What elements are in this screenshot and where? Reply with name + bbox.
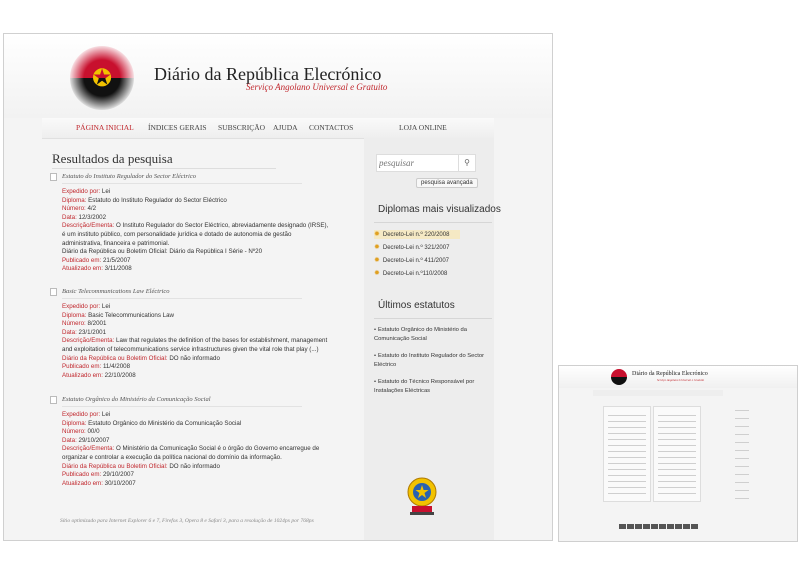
star-emblem-icon: ✪ <box>91 64 113 92</box>
preview-page-controls <box>619 516 699 522</box>
publicado-value: 29/10/2007 <box>102 471 134 479</box>
search-input[interactable] <box>379 156 457 170</box>
atualizado-value: 3/11/2008 <box>104 265 132 273</box>
divider <box>374 318 492 319</box>
preview-nav <box>593 390 723 396</box>
preview-page-left <box>603 406 651 502</box>
advanced-search-button[interactable]: pesquisa avançada <box>416 178 478 188</box>
diploma-label: Diploma: <box>62 311 87 319</box>
search-box <box>376 154 476 172</box>
sun-bullet-icon: ✹ <box>374 256 380 264</box>
expedido-value: Lei <box>101 411 111 418</box>
publicado-value: 11/4/2008 <box>102 363 131 371</box>
nav-item-loja-online[interactable]: LOJA ONLINE <box>399 123 447 132</box>
expedido-label: Expedido por: <box>62 303 101 310</box>
result-title[interactable]: Basic Telecommunications Law Eléctrico <box>62 288 170 295</box>
data-label: Data: <box>62 436 77 444</box>
main-page-screenshot <box>3 33 553 541</box>
desc-value: O Instituto Regulador do Sector Eléctrico, abreviadamente designado (IRSE), é um instituto público, com personalidade jurídica e dotado de autonomia de gestão administrativa, financeira e patrimonial. <box>62 222 329 247</box>
atualizado-label: Atualizado em: <box>62 371 103 379</box>
numero-label: Número: <box>62 320 86 328</box>
result-title[interactable]: Estatuto Orgânico do Ministério da Comunicação Social <box>62 396 211 403</box>
main-nav <box>42 118 494 139</box>
publicado-label: Publicado em: <box>62 471 102 479</box>
nav-item-indices-gerais[interactable]: ÍNDICES GERAIS <box>148 123 207 132</box>
site-title[interactable]: Diário da República Elecrónico <box>154 64 382 84</box>
sun-bullet-icon: ✹ <box>374 230 380 238</box>
search-icon[interactable]: ⚲ <box>458 155 475 171</box>
footer-note: Sítio optimizado para Internet Explorer 6 e 7, Firefox 3, Opera 8 e Safari 3, para a resolução de 1024px por 768px <box>60 518 314 524</box>
preview-page-right <box>653 406 701 502</box>
atualizado-label: Atualizado em: <box>62 479 103 487</box>
document-icon <box>50 288 57 296</box>
boletim-label: Diário da República ou Boletim Oficial: <box>62 462 168 470</box>
nav-item-contactos[interactable]: CONTACTOS <box>309 123 354 132</box>
latest-statute-item[interactable]: • Estatuto Orgânico do Ministério da Comunicação Social <box>374 327 467 342</box>
numero-label: Número: <box>62 428 86 436</box>
latest-statute-item[interactable]: • Estatuto do Técnico Responsável por Instalações Eléctricas <box>374 379 475 394</box>
most-viewed-item[interactable]: ✹ Decreto-Lei n.º110/2008 <box>374 269 448 277</box>
most-viewed-title: Diplomas mais visualizados <box>378 204 501 215</box>
divider <box>374 222 492 223</box>
diploma-value: Basic Telecommunications Law <box>88 311 175 319</box>
flipbook-preview-screenshot <box>558 365 798 542</box>
diploma-label: Diploma: <box>62 419 87 427</box>
desc-label: Descrição/Ementa: <box>62 337 115 345</box>
preview-sidebar <box>735 406 751 516</box>
desc-label: Descrição/Ementa: <box>62 222 115 230</box>
angola-flag-logo <box>611 369 627 385</box>
latest-statutes-title: Últimos estatutos <box>378 300 455 311</box>
data-label: Data: <box>62 328 77 336</box>
latest-statute-item[interactable]: • Estatuto do Instituto Regulador do Sector Eléctrico <box>374 353 485 368</box>
atualizado-value: 30/10/2007 <box>104 479 136 487</box>
publicado-value: 21/5/2007 <box>102 256 131 264</box>
divider <box>62 183 302 184</box>
result-title[interactable]: Estatuto do Instituto Regulador do Sector Eléctrico <box>62 173 196 180</box>
boletim-label: Diário da República ou Boletim Oficial: <box>62 248 168 256</box>
nav-item-ajuda[interactable]: AJUDA <box>273 123 298 132</box>
diploma-label: Diploma: <box>62 196 87 204</box>
most-viewed-item[interactable]: ✹ Decreto-Lei n.º 411/2007 <box>374 256 449 264</box>
site-header <box>4 34 552 118</box>
expedido-value: Lei <box>101 303 111 310</box>
page-title: Resultados da pesquisa <box>52 151 173 166</box>
expedido-label: Expedido por: <box>62 411 101 418</box>
result-item <box>50 287 330 380</box>
site-subtitle: Serviço Angolano Universal e Gratuito <box>246 82 388 92</box>
document-icon <box>50 173 57 181</box>
numero-value: 8/2001 <box>87 320 107 328</box>
result-item <box>50 172 330 274</box>
diploma-value: Estatuto do Instituto Regulador do Sector Eléctrico <box>88 196 227 204</box>
result-item <box>50 395 330 488</box>
atualizado-label: Atualizado em: <box>62 265 103 273</box>
boletim-label: Diário da República ou Boletim Oficial: <box>62 354 168 362</box>
most-viewed-item[interactable]: ✹ Decreto-Lei n.º 220/2008 <box>374 230 460 239</box>
divider <box>62 298 302 299</box>
desc-label: Descrição/Ementa: <box>62 445 115 453</box>
angola-flag-logo[interactable] <box>70 46 134 110</box>
boletim-value: DO não informado <box>169 462 220 470</box>
preview-open-book <box>603 406 707 506</box>
atualizado-value: 22/10/2008 <box>104 371 136 379</box>
expedido-value: Lei <box>101 188 111 195</box>
preview-title: Diário da República Elecrónico <box>632 371 708 377</box>
nav-item-pagina-inicial[interactable]: PÁGINA INICIAL <box>76 123 134 132</box>
publicado-label: Publicado em: <box>62 256 102 264</box>
boletim-value: DO não informado <box>169 354 220 362</box>
coat-of-arms-icon <box>406 472 438 518</box>
divider <box>62 406 302 407</box>
boletim-value: Diário da República I Série - Nº20 <box>169 248 263 256</box>
preview-header <box>559 366 797 388</box>
nav-item-subscricao[interactable]: SUBSCRIÇÃO <box>218 123 266 132</box>
results-area <box>4 138 364 540</box>
desc-value: O Ministério da Comunicação Social é o órgão do Governo encarregue de organizar e controlar a execução da política nacional do domínio da informação. <box>62 445 320 461</box>
sidebar <box>364 138 501 540</box>
preview-subtitle: Serviço Angolano Universal e Gratuito <box>657 378 705 382</box>
sun-bullet-icon: ✹ <box>374 269 380 277</box>
publicado-label: Publicado em: <box>62 363 102 371</box>
data-label: Data: <box>62 213 77 221</box>
divider <box>52 168 276 169</box>
numero-label: Número: <box>62 205 86 213</box>
numero-value: 4/2 <box>87 205 97 213</box>
data-value: 23/1/2001 <box>78 328 107 336</box>
data-value: 12/3/2002 <box>78 213 107 221</box>
sun-bullet-icon: ✹ <box>374 243 380 251</box>
document-icon <box>50 396 57 404</box>
most-viewed-item[interactable]: ✹ Decreto-Lei n.º 321/2007 <box>374 243 450 251</box>
numero-value: 00/0 <box>87 428 100 436</box>
diploma-value: Estatuto Orgânico do Ministério da Comunicação Social <box>88 419 242 427</box>
expedido-label: Expedido por: <box>62 188 101 195</box>
data-value: 29/10/2007 <box>78 436 110 444</box>
desc-value: Law that regulates the definition of the bases for establishment, management and exploitation of telecommunications service infrastructures given the vital role that play (...) <box>62 337 328 353</box>
